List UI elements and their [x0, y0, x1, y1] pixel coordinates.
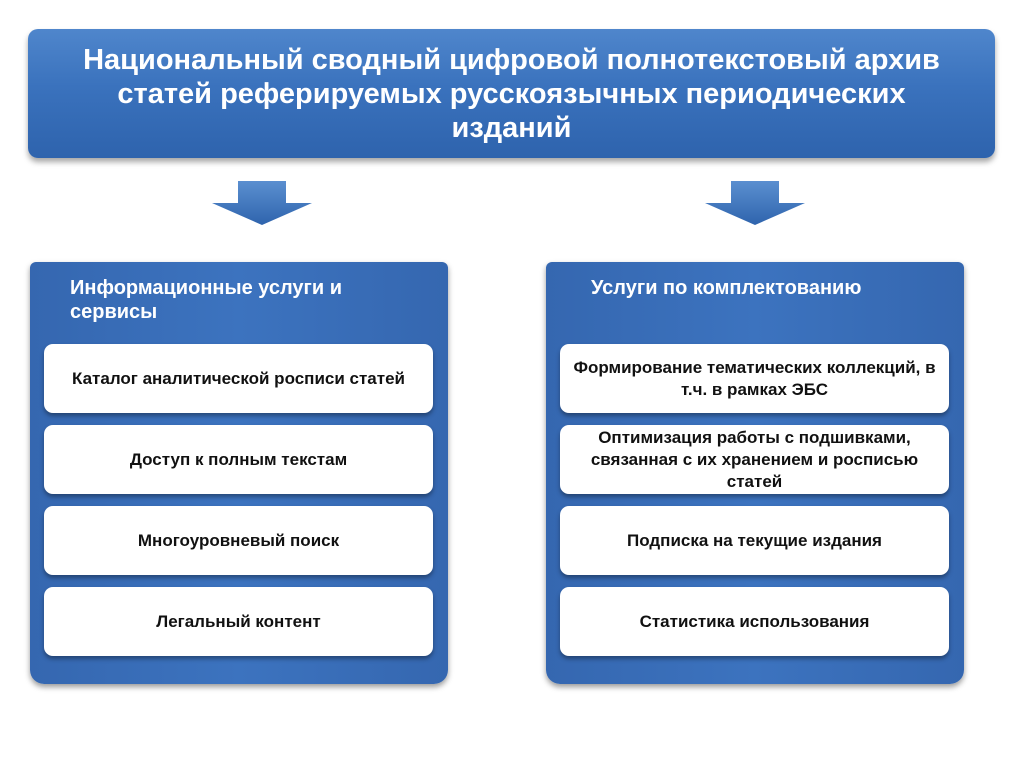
- item-label: Многоуровневый поиск: [137, 530, 340, 550]
- item-label: Подписка на текущие издания: [627, 530, 882, 550]
- acquisition-services-panel: [546, 262, 964, 684]
- panel-title: Услуги по комплектованию: [591, 277, 862, 299]
- archive-title-box: [28, 29, 995, 158]
- service-item-usage-statistics: [560, 587, 949, 656]
- service-item-multilevel-search: [44, 506, 433, 575]
- service-item-thematic-collections: [560, 344, 949, 413]
- service-item-binder-optimization: [560, 425, 949, 494]
- item-label: Формирование тематических коллекций, в т.ч. в рамках ЭБС: [573, 357, 936, 399]
- service-item-fulltext-access: [44, 425, 433, 494]
- down-arrow-right-icon: [705, 181, 805, 225]
- item-label: Оптимизация работы с подшивками, связанная с их хранением и росписью статей: [590, 427, 919, 491]
- item-label: Каталог аналитической росписи статей: [72, 368, 405, 388]
- archive-title: Национальный сводный цифровой полнотекстовый архив статей реферируемых русскоязычных периодических изданий: [83, 43, 940, 144]
- item-label: Доступ к полным текстам: [129, 449, 348, 469]
- information-services-panel: [30, 262, 448, 684]
- panel-title: Информационные услуги и сервисы: [70, 277, 343, 323]
- service-item-subscription: [560, 506, 949, 575]
- service-item-analytic-catalog: [44, 344, 433, 413]
- down-arrow-left-icon: [212, 181, 312, 225]
- service-item-legal-content: [44, 587, 433, 656]
- item-label: Легальный контент: [156, 611, 321, 631]
- item-label: Статистика использования: [639, 611, 870, 631]
